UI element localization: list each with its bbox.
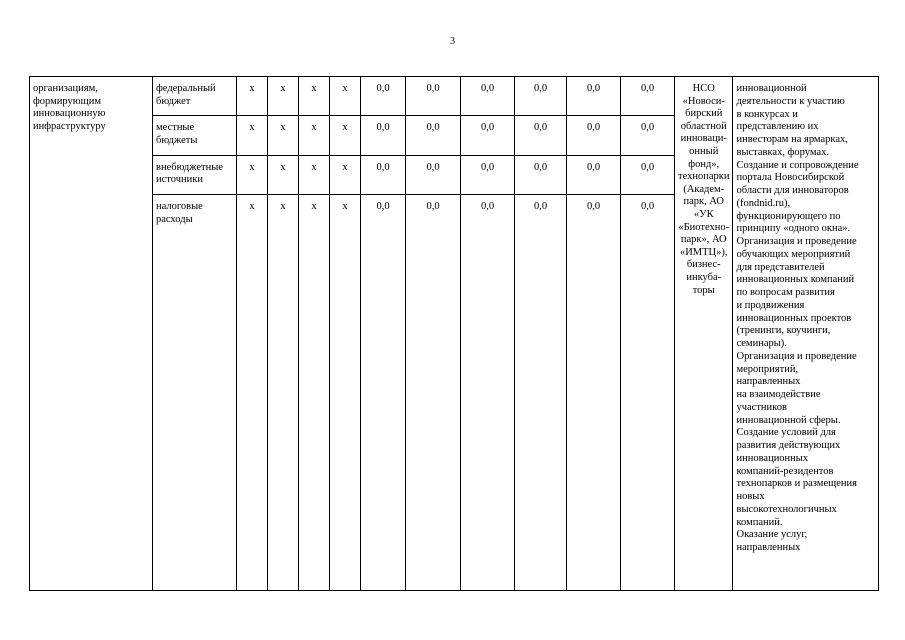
value-cell: 0,0 xyxy=(361,195,406,591)
x-cell: х xyxy=(237,155,268,194)
value-cell: 0,0 xyxy=(461,195,515,591)
x-cell: х xyxy=(237,77,268,116)
value-cell: 0,0 xyxy=(621,77,675,116)
value-cell: 0,0 xyxy=(515,77,567,116)
value-cell: 0,0 xyxy=(461,116,515,155)
x-cell: х xyxy=(268,77,299,116)
value-cell: 0,0 xyxy=(567,155,621,194)
value-cell: 0,0 xyxy=(515,116,567,155)
value-cell: 0,0 xyxy=(621,155,675,194)
funding-source-cell xyxy=(153,195,237,591)
value-cell: 0,0 xyxy=(361,77,406,116)
x-cell: х xyxy=(330,116,361,155)
page-number: 3 xyxy=(450,36,455,47)
x-cell: х xyxy=(330,155,361,194)
value-cell: 0,0 xyxy=(406,155,461,194)
x-cell: х xyxy=(299,77,330,116)
value-cell: 0,0 xyxy=(515,155,567,194)
value-cell: 0,0 xyxy=(461,77,515,116)
result-text: инновационной деятельности к участию в конкурсах и представлению их инвесторам на ярмарках, выставках, форумах. Создание и сопровождение портала Новосибирской области для инноваторов (fondnid.ru), функционирующего по принципу «одного окна». Организация и проведение обучающих мероприятий для представителей инновационных компаний по вопросам развития и продвижения инновационных проектов (тренинги, коучинги, семинары). Организация и проведение мероприятий, направленных на взаимодействие участников инновационной сферы. Создание условий для развития действующих инновационных компаний-резидентов технопарков и размещения новых высокотехнологичных компаний. Оказание услуг, направленных xyxy=(736,83,859,553)
value-cell: 0,0 xyxy=(621,116,675,155)
x-cell: х xyxy=(237,116,268,155)
value-cell: 0,0 xyxy=(567,195,621,591)
funding-source-label: налоговые расходы xyxy=(156,201,203,225)
x-cell: х xyxy=(268,155,299,194)
value-cell: 0,0 xyxy=(406,195,461,591)
funding-source-label: местные бюджеты xyxy=(156,122,198,146)
funding-source-cell xyxy=(153,77,237,116)
value-cell: 0,0 xyxy=(406,116,461,155)
value-cell: 0,0 xyxy=(361,116,406,155)
task-cell xyxy=(30,77,153,591)
executor-text: НСО «Новоси- бирский областной инноваци- онный фонд», технопарки (Академ- парк, АО «УК «Биотехно- парк», АО «ИМТЦ»), бизнес- инкуба- торы xyxy=(678,83,730,296)
value-cell: 0,0 xyxy=(515,195,567,591)
funding-source-cell xyxy=(153,116,237,155)
result-cell xyxy=(733,77,879,591)
x-cell: х xyxy=(268,116,299,155)
x-cell: х xyxy=(299,155,330,194)
funding-source-cell xyxy=(153,155,237,194)
table-row xyxy=(30,77,879,116)
funding-source-label: внебюджетные источники xyxy=(156,161,223,186)
funding-source-label: федеральный бюджет xyxy=(156,83,216,107)
value-cell: 0,0 xyxy=(361,155,406,194)
value-cell: 0,0 xyxy=(621,195,675,591)
x-cell: х xyxy=(330,77,361,116)
x-cell: х xyxy=(330,195,361,591)
value-cell: 0,0 xyxy=(406,77,461,116)
executor-cell xyxy=(675,77,733,591)
x-cell: х xyxy=(299,195,330,591)
budget-table xyxy=(29,76,879,591)
task-text: организациям, формирующим инновационную инфраструктуру xyxy=(33,83,106,132)
x-cell: х xyxy=(299,116,330,155)
value-cell: 0,0 xyxy=(461,155,515,194)
x-cell: х xyxy=(268,195,299,591)
x-cell: х xyxy=(237,195,268,591)
value-cell: 0,0 xyxy=(567,77,621,116)
value-cell: 0,0 xyxy=(567,116,621,155)
